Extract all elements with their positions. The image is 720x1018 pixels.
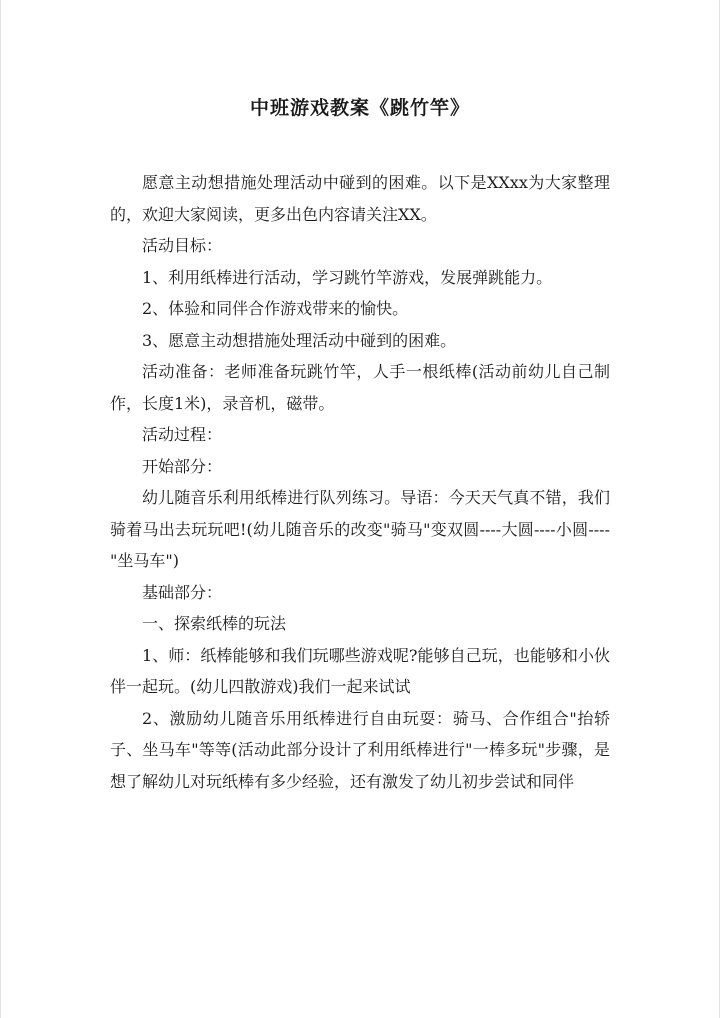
step-item-2: 2、激励幼儿随音乐用纸棒进行自由玩耍：骑马、合作组合"抬轿子、坐马车"等等(活动此部分设计了利用纸棒进行"一棒多玩"步骤，是想了解幼儿对玩纸棒有多少经验，还有激发了幼儿初步尝试和同伴 — [110, 708, 610, 791]
heading-explore-paper-stick: 一、探索纸棒的玩法 — [142, 614, 287, 633]
step-item-1: 1、师：纸棒能够和我们玩哪些游戏呢?能够自己玩，也能够和小伙伴一起玩。(幼儿四散游戏)我们一起来试试 — [110, 645, 610, 696]
heading-basic-part: 基础部分： — [142, 582, 223, 602]
goal-item-3: 3、愿意主动想措施处理活动中碰到的困难。 — [142, 330, 457, 350]
document-title: 中班游戏教案《跳竹竿》 — [249, 97, 470, 119]
paragraph-opening-content: 幼儿随音乐利用纸棒进行队列练习。导语：今天天气真不错，我们骑着马出去玩玩吧!(幼儿随音乐的改变"骑马"变双圆----大圆----小圆----"坐马车") — [110, 488, 610, 570]
paragraph-activity-preparation: 活动准备：老师准备玩跳竹竿，人手一根纸棒(活动前幼儿自己制作，长度1米)，录音机，磁带。 — [110, 362, 610, 413]
heading-opening-part: 开始部分： — [142, 456, 223, 476]
goal-item-1: 1、利用纸棒进行活动，学习跳竹竿游戏，发展弹跳能力。 — [142, 267, 553, 287]
heading-activity-goals: 活动目标： — [142, 236, 223, 255]
document-body — [110, 167, 610, 797]
paragraph-intro: 愿意主动想措施处理活动中碰到的困难。以下是XXxx为大家整理的，欢迎大家阅读，更多出色内容请关注XX。 — [110, 173, 610, 224]
goal-item-2: 2、体验和同伴合作游戏带来的愉快。 — [142, 299, 409, 318]
heading-activity-process: 活动过程： — [142, 425, 223, 444]
page-border-left — [0, 0, 1, 1018]
